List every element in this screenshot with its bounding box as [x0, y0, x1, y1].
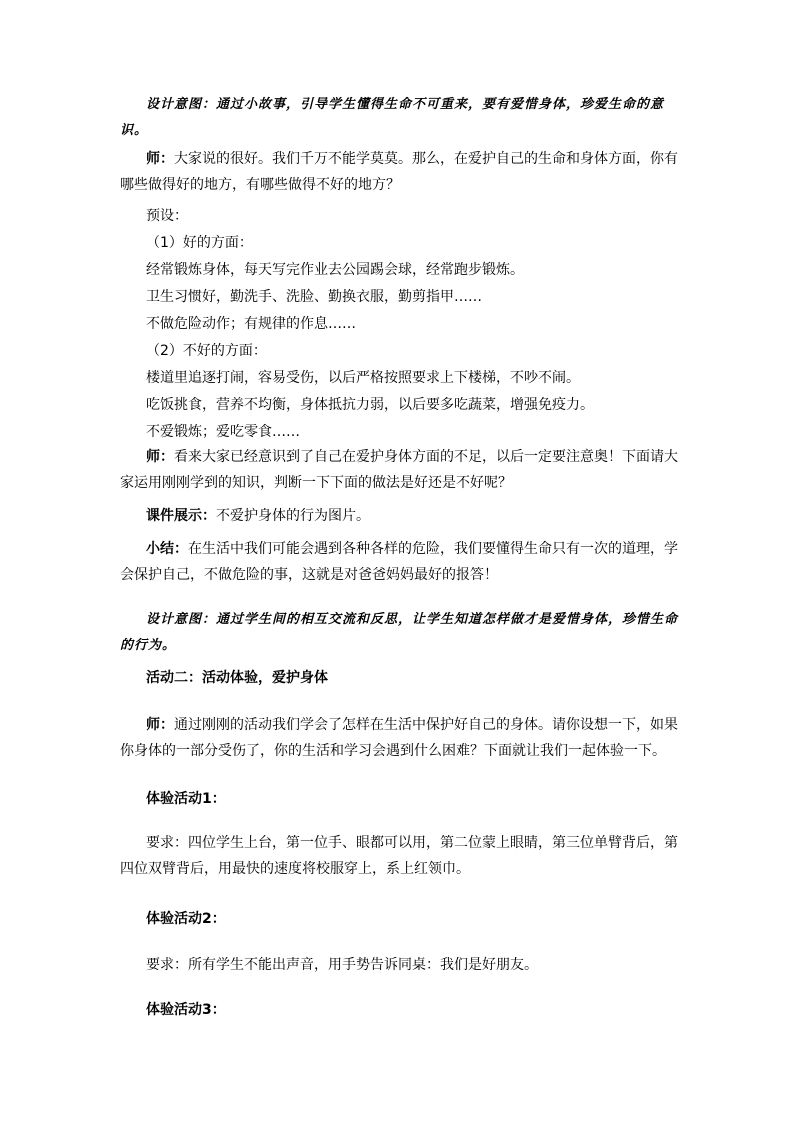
good-item: 不做危险动作；有规律的作息…… — [146, 316, 356, 332]
preset-label: 预设： — [146, 208, 188, 224]
experience-activity-2-text: 要求：所有学生不能出声音，用手势告诉同桌：我们是好朋友。 — [146, 957, 538, 973]
bad-item: 吃饭挑食，营养不均衡，身体抵抗力弱，以后要多吃蔬菜，增强免疫力。 — [146, 397, 594, 413]
good-item: 卫生习惯好，勤洗手、洗脸、勤换衣服，勤剪指甲…… — [146, 289, 482, 305]
design-intent-2: 设计意图：通过学生间的相互交流和反思，让学生知道怎样做才是爱惜身体，珍惜生命的行为。 — [120, 612, 679, 653]
experience-activity-2-heading: 体验活动2： — [146, 911, 226, 927]
experience-activity-1-text: 要求：四位学生上台，第一位手、眼都可以用，第二位蒙上眼睛，第三位单臂背后，第四位双臂背后，用最快的速度将校服穿上，系上红领巾。 — [120, 835, 678, 877]
bad-aspects-heading: （2）不好的方面： — [146, 343, 267, 359]
teacher-paragraph-2: 师：看来大家已经意识到了自己在爱护身体方面的不足，以后一定要注意奥！下面请大家运用刚刚学到的知识，判断一下下面的做法是好还是不好呢？ — [120, 449, 678, 491]
courseware-display: 课件展示：不爱护身体的行为图片。 — [146, 508, 370, 524]
design-intent-1: 设计意图：通过小故事，引导学生懂得生命不可重来，要有爱惜身体，珍爱生命的意识。 — [120, 97, 665, 138]
good-aspects-heading: （1）好的方面： — [146, 235, 253, 251]
experience-activity-1-heading: 体验活动1： — [146, 791, 226, 807]
summary-paragraph: 小结：在生活中我们可能会遇到各种各样的危险，我们要懂得生命只有一次的道理，学会保护自己，不做危险的事，这就是对爸爸妈妈最好的报答！ — [120, 541, 678, 583]
experience-activity-3-heading: 体验活动3： — [146, 1002, 226, 1018]
good-item: 经常锻炼身体，每天写完作业去公园踢会球，经常跑步锻炼。 — [146, 262, 524, 278]
bad-item: 楼道里追逐打闹，容易受伤，以后严格按照要求上下楼梯，不吵不闹。 — [146, 370, 580, 386]
teacher-paragraph-1: 师：大家说的很好。我们千万不能学莫莫。那么，在爱护自己的生命和身体方面，你有哪些做得好的地方，有哪些做得不好的地方？ — [120, 151, 678, 193]
teacher-paragraph-3: 师：通过刚刚的活动我们学会了怎样在生活中保护好自己的身体。请你设想一下，如果你身体的一部分受伤了，你的生活和学习会遇到什么困难？下面就让我们一起体验一下。 — [120, 717, 678, 759]
bad-item: 不爱锻炼；爱吃零食…… — [146, 424, 300, 440]
activity-two-heading: 活动二：活动体验，爱护身体 — [146, 670, 328, 686]
